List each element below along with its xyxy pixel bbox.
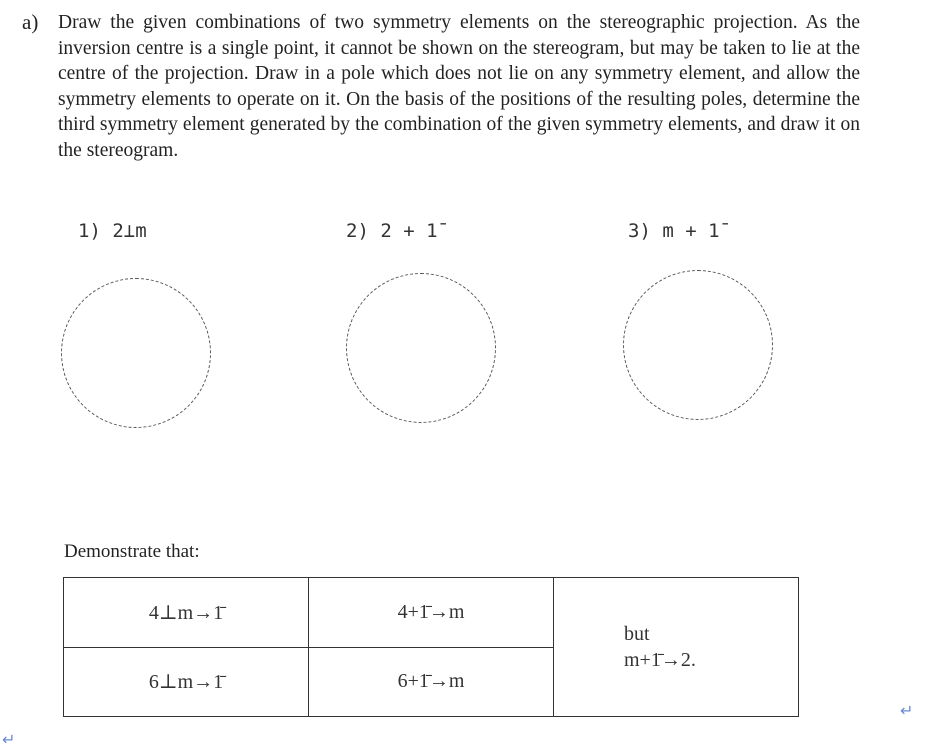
note-cell	[554, 578, 799, 717]
stereogram-circle-3[interactable]	[623, 270, 773, 420]
return-mark-icon: ↵	[900, 701, 914, 720]
combination-2-label: 2) 2 + 1̄	[346, 220, 438, 242]
question-text: Draw the given combinations of two symmetry elements on the stereographic projection. As the inversion centre is a single point, it cannot be shown on the stereogram, but may be taken to lie at the centre of the projection. Draw in a pole which does not lie on any symmetry element, and allow the symmetry elements to operate on it. On the basis of the positions of the resulting poles, determine the third symmetry element generated by the combination of the given symmetry elements, and draw it on the stereogram.	[58, 12, 860, 161]
combination-3-label: 3) m + 1̄	[628, 220, 720, 242]
note-line-1: but	[624, 623, 650, 645]
demonstrate-table	[63, 577, 799, 717]
table-cell: 4+1̄→m	[309, 578, 554, 648]
combination-1-label: 1) 2⊥m	[78, 220, 147, 242]
demonstrate-heading: Demonstrate that:	[64, 541, 200, 562]
table-cell: 6⊥m→1̄	[64, 647, 309, 717]
stereogram-circle-2[interactable]	[346, 273, 496, 423]
table-row	[64, 578, 799, 648]
table-cell: 6+1̄→m	[309, 647, 554, 717]
stereogram-circle-1[interactable]	[61, 278, 211, 428]
note-line-2: m+1̄→2.	[624, 649, 696, 671]
return-mark-icon: ↵	[2, 730, 16, 749]
question-label: a)	[22, 10, 39, 34]
table-cell: 4⊥m→1̄	[64, 578, 309, 648]
